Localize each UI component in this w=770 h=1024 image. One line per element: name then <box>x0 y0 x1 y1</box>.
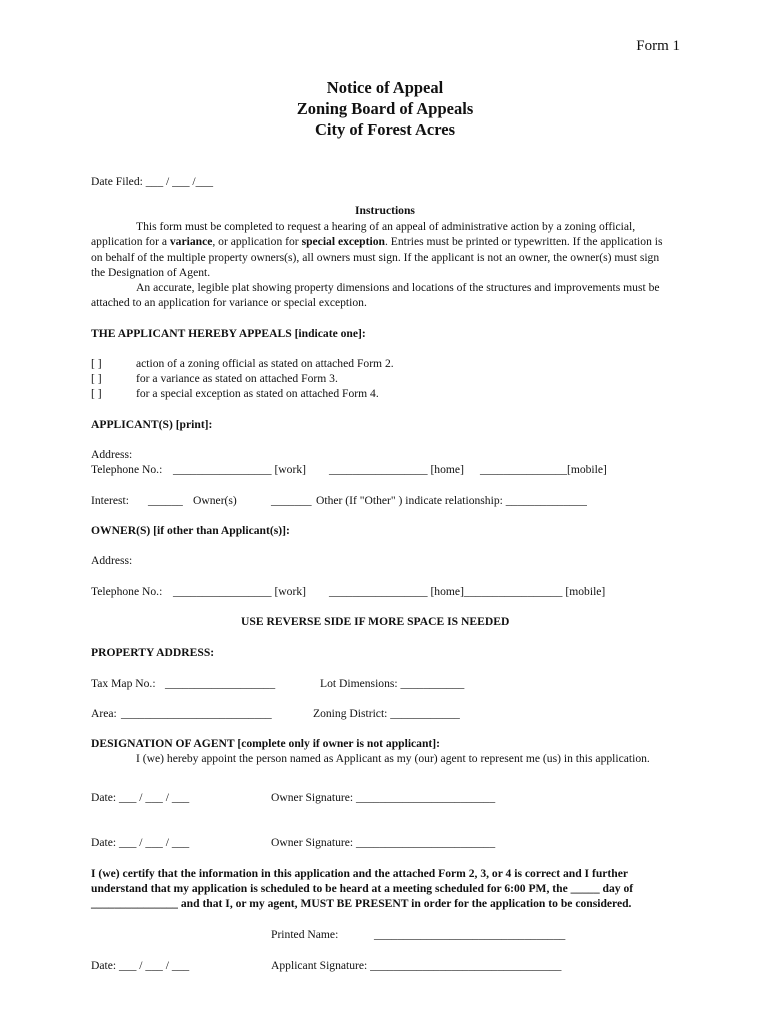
printed-name-field[interactable]: _________________________________ <box>374 928 566 941</box>
instr-text-b: , or application for <box>212 235 302 249</box>
interest-other-label: Other (If "Other" ) indicate relationship: ______________ <box>316 494 587 507</box>
applicant-heading: APPLICANT(S) [print]: <box>91 418 213 431</box>
property-heading: PROPERTY ADDRESS: <box>91 646 215 659</box>
owner-tel-work-field[interactable]: _________________ [work] <box>173 585 306 598</box>
appeal-option-2: for a variance as stated on attached Form 3. <box>136 372 338 385</box>
city-name: City of Forest Acres <box>314 120 456 139</box>
form-number: Form 1 <box>636 38 680 54</box>
certification-paragraph <box>91 866 681 912</box>
owner-telephone-label: Telephone No.: <box>91 585 163 598</box>
owner-address-label: Address: <box>91 554 133 567</box>
area-label: Area: <box>91 707 117 720</box>
appeal-option-3: for a special exception as stated on attached Form 4. <box>136 387 379 400</box>
page-subtitle: Zoning Board of Appeals <box>296 99 474 118</box>
interest-owner-label: Owner(s) <box>193 494 237 507</box>
tax-map-field[interactable]: ___________________ <box>165 677 276 690</box>
cert-must-be-present: MUST BE PRESENT <box>300 897 409 911</box>
tax-map-label: Tax Map No.: <box>91 677 156 690</box>
appeal-option-1: action of a zoning official as stated on attached Form 2. <box>136 357 394 370</box>
reverse-side-note: USE REVERSE SIDE IF MORE SPACE IS NEEDED <box>241 615 510 628</box>
zoning-district-field[interactable]: Zoning District: ____________ <box>313 707 460 720</box>
printed-name-label: Printed Name: <box>271 928 339 941</box>
applicant-date-field[interactable]: Date: ___ / ___ / ___ <box>91 959 190 972</box>
owner-signature-field-1[interactable]: Owner Signature: ________________________ <box>271 791 496 804</box>
interest-owner-field[interactable]: ______ <box>148 494 183 507</box>
agent-text: I (we) hereby appoint the person named as Applicant as my (our) agent to represent me (us) in this application. <box>136 752 650 765</box>
instructions-paragraph <box>91 219 676 280</box>
instr-variance: variance <box>169 235 213 249</box>
appeal-checkbox-3[interactable]: [ ] <box>91 387 102 400</box>
instructions-heading: Instructions <box>355 204 415 217</box>
plat-text: An accurate, legible plat showing property dimensions and locations of the structures and improvements must be attached to an application for variance or special exception. <box>91 281 660 310</box>
applicant-telephone-label: Telephone No.: <box>91 463 163 476</box>
plat-paragraph <box>91 280 676 311</box>
appeal-checkbox-1[interactable]: [ ] <box>91 357 102 370</box>
owner-date-field-2[interactable]: Date: ___ / ___ / ___ <box>91 836 190 849</box>
cert-text-a: I (we) certify that the information in this application and the attached Form 2, 3, or 4 is correct and I further understand that my application is scheduled to be heard at a meeting scheduled for 6:00 PM, the _____ day of _______________ and that I, or my agent, <box>91 867 634 911</box>
lot-dimensions-field[interactable]: Lot Dimensions: ___________ <box>320 677 465 690</box>
appeal-heading: THE APPLICANT HEREBY APPEALS [indicate one]: <box>91 327 366 340</box>
instr-text-c: . Entries must be printed or typewritten. If the application is on behalf of the multiple property owners(s), all owners must sign. If the applicant is not an owner, the owner(s) must sign the Designation of Agent. <box>91 235 663 279</box>
date-filed-field[interactable]: Date Filed: ___ / ___ /___ <box>91 175 214 188</box>
owner-signature-field-2[interactable]: Owner Signature: ________________________ <box>271 836 496 849</box>
applicant-tel-home-field[interactable]: _________________ [home] <box>329 463 464 476</box>
owner-date-field-1[interactable]: Date: ___ / ___ / ___ <box>91 791 190 804</box>
owner-tel-home-mobile-field[interactable]: _________________ [home]_________________ [mobile] <box>329 585 606 598</box>
interest-label: Interest: <box>91 494 129 507</box>
instr-text-a: This form must be completed to request a hearing of an appeal of administrative action by a zoning official, application for a <box>91 220 636 249</box>
appeal-checkbox-2[interactable]: [ ] <box>91 372 102 385</box>
page-title: Notice of Appeal <box>326 78 444 97</box>
cert-text-b: in order for the application to be considered. <box>408 897 632 911</box>
owner-heading: OWNER(S) [if other than Applicant(s)]: <box>91 524 290 537</box>
applicant-address-label: Address: <box>91 448 133 461</box>
agent-heading: DESIGNATION OF AGENT [complete only if owner is not applicant]: <box>91 737 441 750</box>
applicant-tel-mobile-field[interactable]: _______________[mobile] <box>480 463 607 476</box>
applicant-signature-field[interactable]: Applicant Signature: _________________________________ <box>271 959 562 972</box>
interest-other-field[interactable]: _______ <box>271 494 312 507</box>
applicant-tel-work-field[interactable]: _________________ [work] <box>173 463 306 476</box>
instr-special-exception: special exception <box>301 235 385 249</box>
area-field[interactable]: __________________________ <box>121 707 272 720</box>
